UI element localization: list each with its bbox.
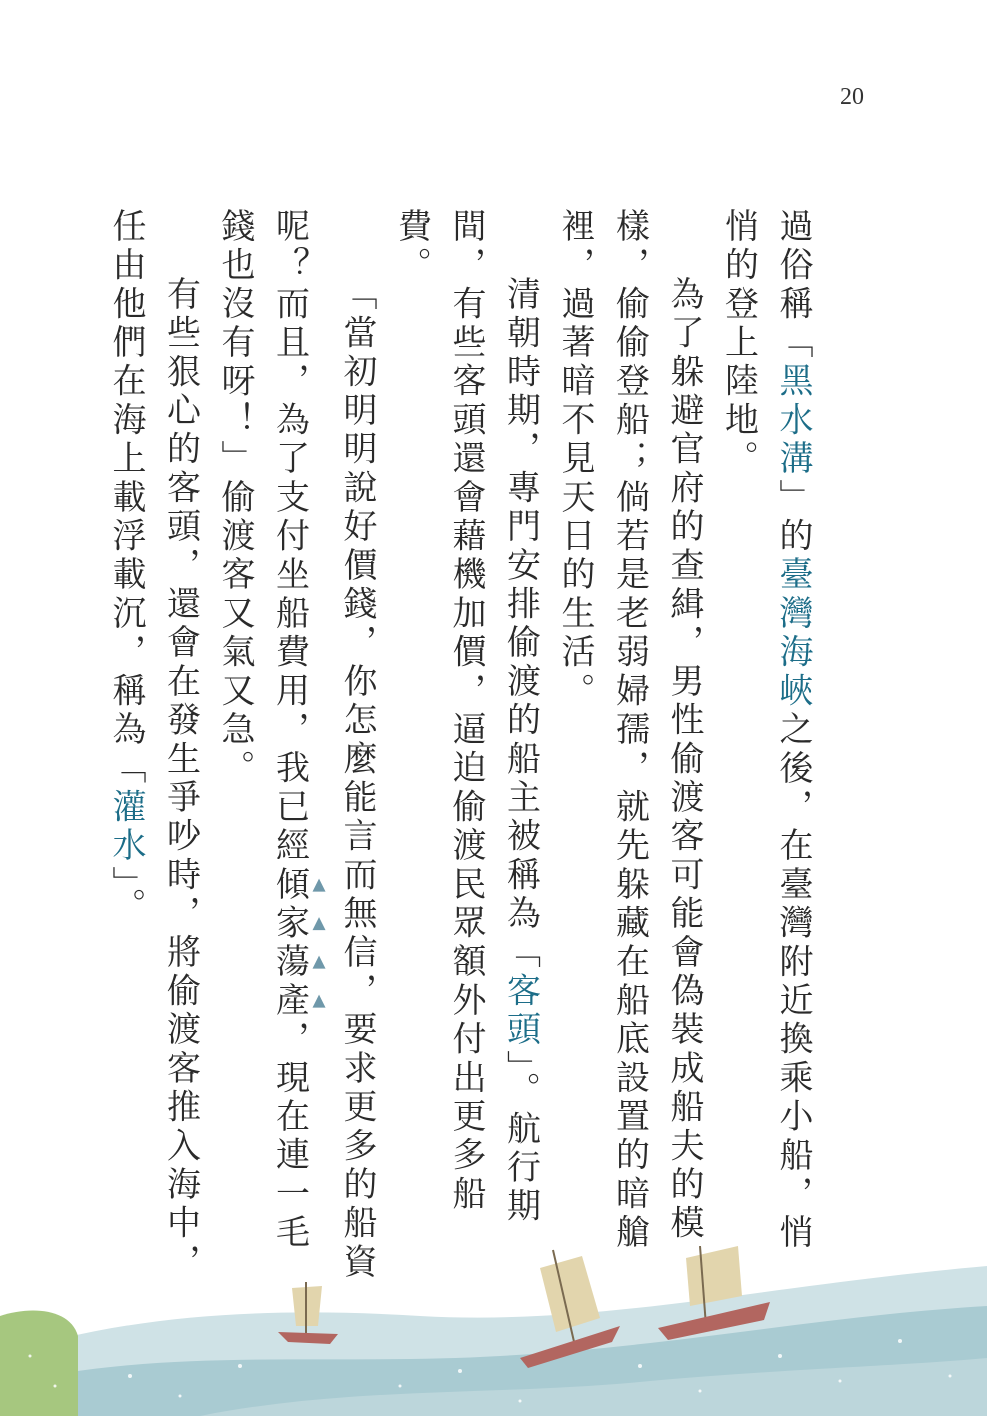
- text-run: 有些狠心的客頭，還會在發生爭吵時，將偷渡客推入海中，任由他們在海上載浮載沉，稱為「: [106, 208, 201, 1283]
- green-mound: [0, 1311, 78, 1416]
- page-number: 20: [840, 84, 864, 110]
- text-run: 為了躲避官府的查緝，男性偷渡客可能會偽裝成船夫的模樣，偷偷登船；倘若是老弱婦孺，就先躲藏在船底設置的暗艙裡，過著暗不見天日的生活。: [555, 208, 704, 1253]
- paragraph: [711, 208, 820, 1288]
- text-run: ，現在連一毛錢也沒有呀！」偷渡客又氣又急。: [215, 208, 310, 1253]
- sea-and-boats-illustration: [0, 1246, 987, 1416]
- highlighted-term: 客頭: [500, 972, 541, 1051]
- text-run: 過俗稱「: [773, 208, 813, 363]
- text-run: 」的: [773, 478, 813, 557]
- text-run: 」。: [106, 865, 146, 927]
- emphasized-idiom: 傾家蕩產: [269, 865, 310, 1021]
- paragraph: [99, 208, 208, 1288]
- highlighted-term: 灌水: [106, 788, 146, 866]
- vertical-body-text: [106, 208, 820, 1288]
- highlighted-term: 臺灣海峽: [773, 556, 813, 712]
- paragraph: [384, 208, 548, 1288]
- paragraph: [208, 208, 385, 1288]
- paragraph: [548, 208, 712, 1288]
- text-run: 之後，在臺灣附近換乘小船，悄悄的登上陸地。: [718, 208, 813, 1253]
- text-run: 」。航行期間，有些客頭還會藉機加價，逼迫偷渡民眾額外付出更多船費。: [391, 208, 541, 1227]
- text-run: 「當初明明說好價錢，你怎麼能言而無信，要求更多的船資呢？而且，為了支付坐船費用，我已經: [269, 208, 377, 1283]
- text-run: 清朝時期，專門安排偷渡的船主被稱為「: [500, 276, 541, 973]
- highlighted-term: 黑水溝: [773, 362, 813, 479]
